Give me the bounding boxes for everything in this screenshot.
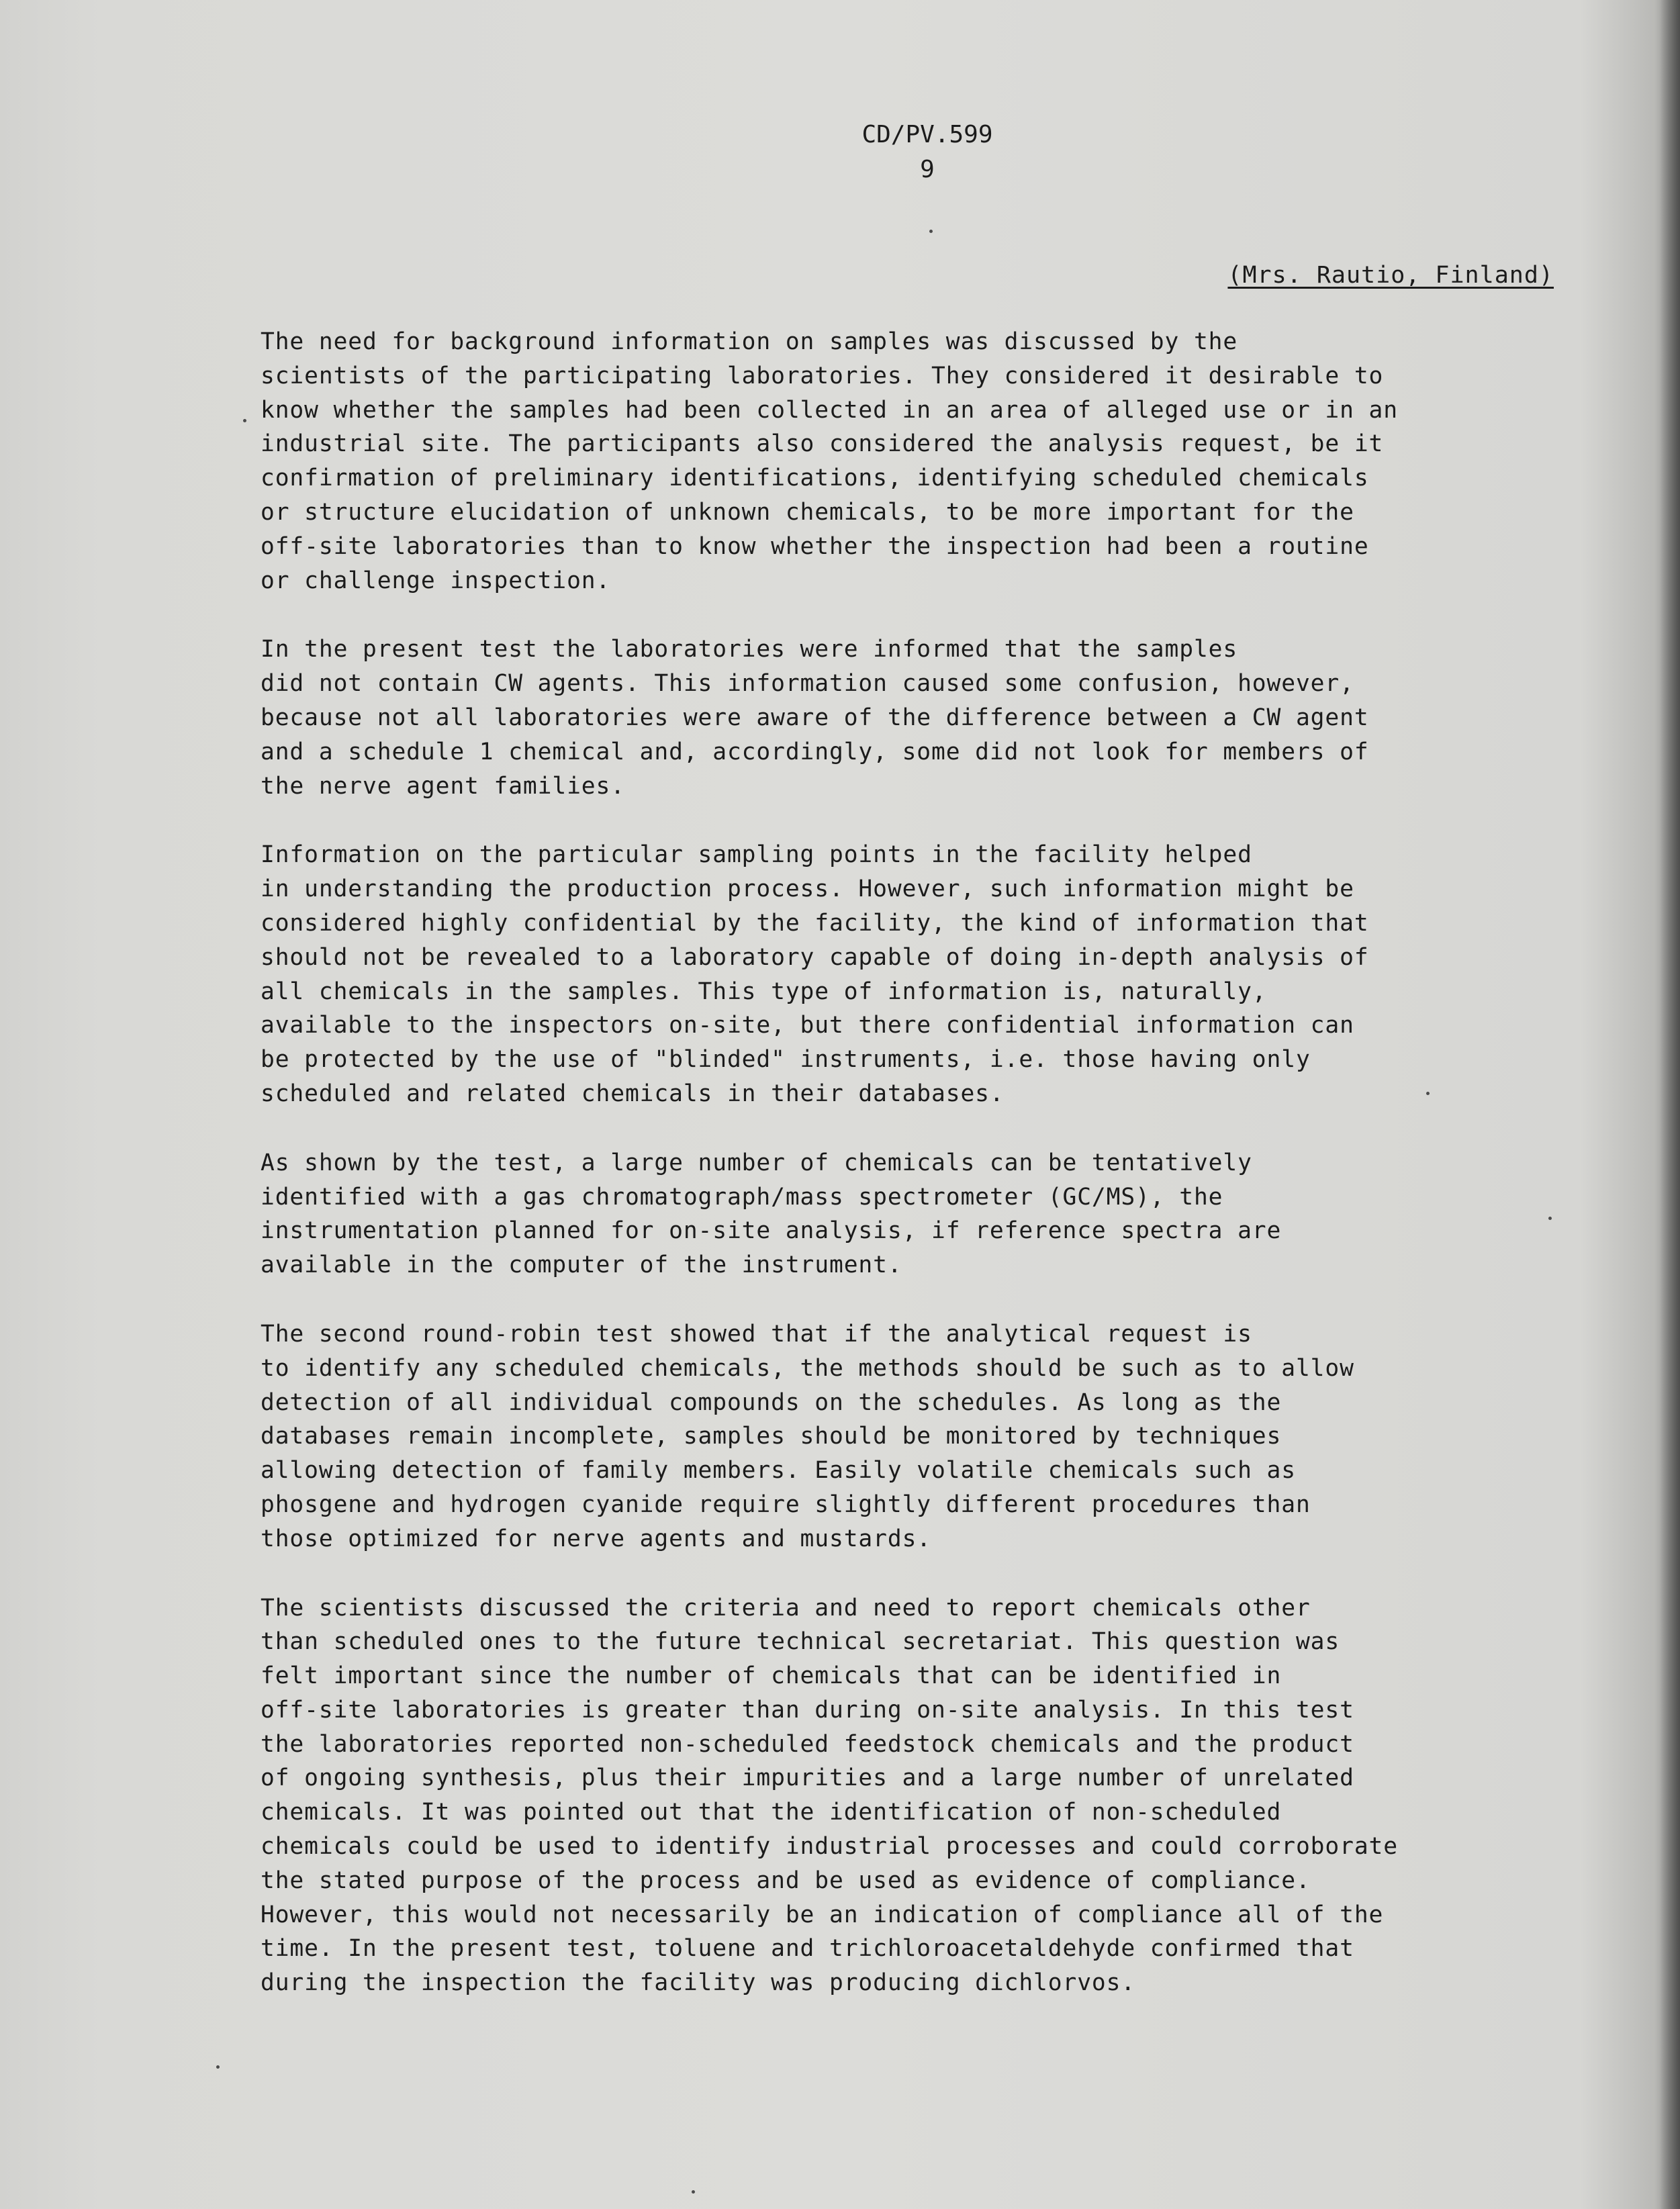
page-number: 9 <box>920 156 935 183</box>
scan-speck <box>1426 1092 1430 1095</box>
scan-speck <box>929 230 933 233</box>
statement-body <box>261 325 1577 2035</box>
page-edge-shadow <box>1660 0 1680 2209</box>
scan-speck <box>216 2065 220 2069</box>
paragraph-round-robin: The second round-robin test showed that if the analytical request is to identify any scheduled chemicals, the methods should be such as to allow detection of all individual compounds on the schedules. As long as the databases remain incomplete, samples should be monitored by techniques allowing detection of family members. Easily volatile chemicals such as phosgene and hydrogen cyanide require slightly different procedures than those optimized for nerve agents and mustards. <box>261 1320 1354 1552</box>
paragraph-sampling-points: Information on the particular sampling points in the facility helped in understanding the production process. However, such information might be considered highly confidential by the facility, the kind of information that should not be revealed to a laboratory capable of doing in-depth analysis of all chemicals in the samples. This type of information is, naturally, available to the inspectors on-site, but there confidential information can be protected by the use of "blinded" instruments, i.e. those having only scheduled and related chemicals in their databases. <box>261 841 1369 1107</box>
scan-speck <box>692 2190 695 2194</box>
paragraph-gc-ms: As shown by the test, a large number of chemicals can be tentatively identified with a gas chromatograph/mass spectrometer (GC/MS), the instrumentation planned for on-site analysis, if reference spectra are available in the computer of the instrument. <box>261 1149 1282 1279</box>
paragraph-reporting-criteria: The scientists discussed the criteria and need to report chemicals other than scheduled ones to the future technical secretariat. This question was felt important since the number of chemicals that can be identified in off-site laboratories is greater than during on-site analysis. In this test the laboratories reported non-scheduled feedstock chemicals and the product of ongoing synthesis, plus their impurities and a large number of unrelated chemicals. It was pointed out that the identification of non-scheduled chemicals could be used to identify industrial processes and could corroborate the stated purpose of the process and be used as evidence of compliance. However, this would not necessarily be an indication of compliance all of the time. In the present test, toluene and trichloroacetaldehyde confirmed that during the inspection the facility was producing dichlorvos. <box>261 1594 1398 1997</box>
scan-speck <box>243 419 246 422</box>
paragraph-cw-agents: In the present test the laboratories were informed that the samples did not contain CW agents. This information caused some confusion, however, because not all laboratories were aware of the difference between a CW agent and a schedule 1 chemical and, accordingly, some did not look for members of the nerve agent families. <box>261 636 1369 800</box>
document-code: CD/PV.599 <box>861 121 993 148</box>
scan-speck <box>1548 1217 1552 1220</box>
speaker-attribution: (Mrs. Rautio, Finland) <box>1227 262 1554 289</box>
paragraph-background-information: The need for background information on samples was discussed by the scientists of the participating laboratories. They considered it desirable to know whether the samples had been collected in an area of alleged use or in an industrial site. The participants also considered the analysis request, be it confirmation of preliminary identifications, identifying scheduled chemicals or structure elucidation of unknown chemicals, to be more important for the off-site laboratories than to know whether the inspection had been a routine or challenge inspection. <box>261 328 1398 594</box>
